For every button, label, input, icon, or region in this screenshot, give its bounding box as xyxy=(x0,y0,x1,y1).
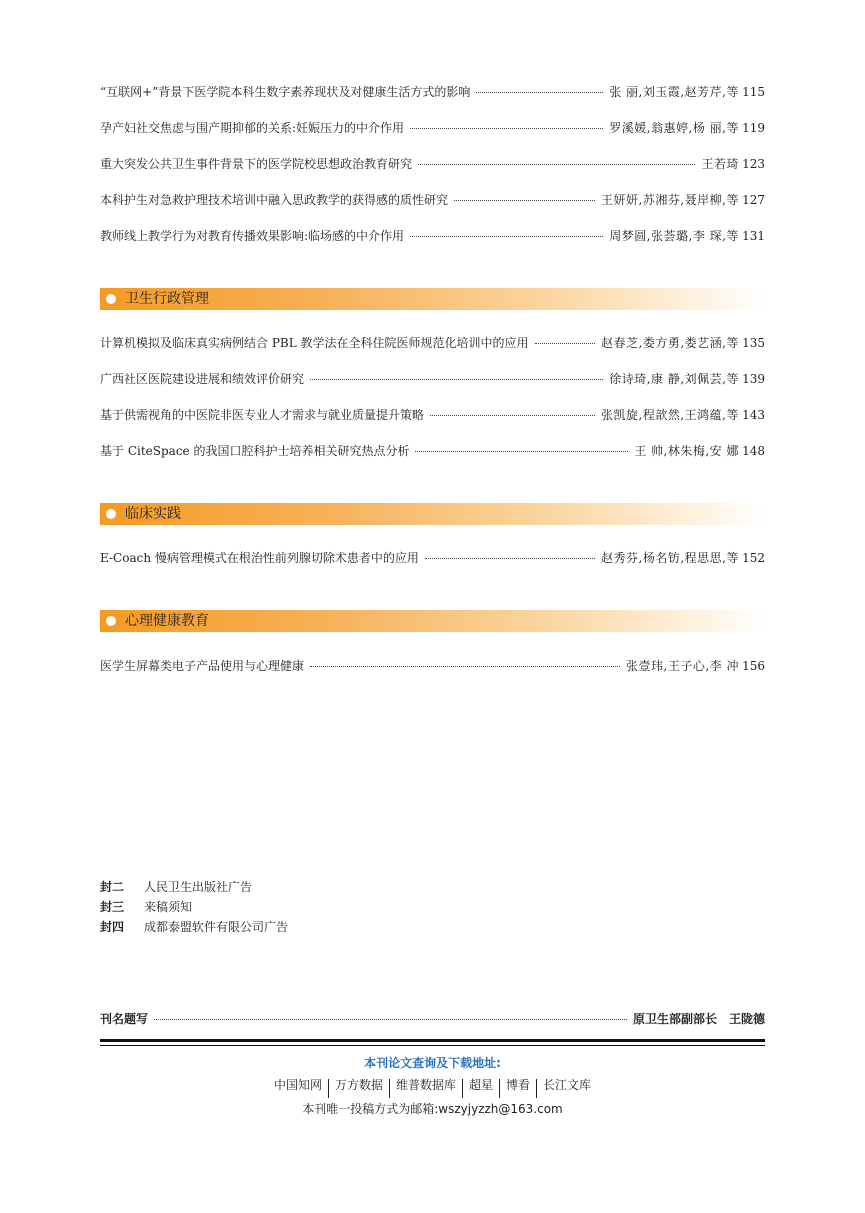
entry-title: “互联网+”背景下医学院本科生数字素养现状及对健康生活方式的影响 xyxy=(100,85,471,99)
database-list xyxy=(100,1074,765,1098)
masthead-credit-name: 原卫生部副部长 王陇德 xyxy=(632,1012,765,1026)
entry-title: 计算机模拟及临床真实病例结合 PBL 教学法在全科住院医师规范化培训中的应用 xyxy=(100,336,529,350)
dot-leader xyxy=(410,128,603,129)
entry-authors: 徐诗琦,康 静,刘佩芸,等 xyxy=(609,372,739,386)
masthead-credit xyxy=(100,1010,765,1027)
entry-title: E-Coach 慢病管理模式在根治性前列腺切除术患者中的应用 xyxy=(100,551,419,565)
entry-title: 广西社区医院建设进展和绩效评价研究 xyxy=(100,372,305,386)
database-link[interactable]: 万方数据 xyxy=(328,1079,389,1098)
entry-page: 148 xyxy=(742,444,765,458)
bullet-icon xyxy=(106,509,116,519)
entry-title: 基于供需视角的中医院非医专业人才需求与就业质量提升策略 xyxy=(100,408,425,422)
dot-leader xyxy=(454,200,595,201)
section-label: 临床实践 xyxy=(125,506,181,522)
dot-leader xyxy=(310,666,620,667)
dot-leader xyxy=(415,451,628,452)
entry-page: 135 xyxy=(742,336,765,350)
entry-title: 孕产妇社交焦虑与围产期抑郁的关系:妊娠压力的中介作用 xyxy=(100,121,405,135)
database-link[interactable]: 中国知网 xyxy=(273,1078,322,1092)
entry-title: 基于 CiteSpace 的我国口腔科护士培养相关研究热点分析 xyxy=(100,444,410,458)
dot-leader xyxy=(430,415,595,416)
toc-group-health-admin xyxy=(100,335,765,479)
entry-authors: 罗溪媛,翁惠婷,杨 丽,等 xyxy=(609,121,739,135)
toc-entry[interactable] xyxy=(100,192,765,228)
toc-entry[interactable] xyxy=(100,156,765,192)
entry-page: 115 xyxy=(742,85,765,99)
toc-entry[interactable] xyxy=(100,228,765,264)
entry-authors: 赵春芝,娄方勇,娄艺涵,等 xyxy=(601,336,739,350)
cover-key: 封三 xyxy=(100,900,125,914)
dot-leader xyxy=(410,236,603,237)
dot-leader xyxy=(535,343,596,344)
toc-entry[interactable] xyxy=(100,658,765,694)
toc-entry[interactable] xyxy=(100,550,765,586)
entry-page: 156 xyxy=(742,659,765,673)
entry-page: 143 xyxy=(742,408,765,422)
toc-group-top xyxy=(100,84,765,264)
cover-row xyxy=(100,897,288,917)
entry-title: 本科护生对急救护理技术培训中融入思政教学的获得感的质性研究 xyxy=(100,193,449,207)
submission-email[interactable]: 本刊唯一投稿方式为邮箱:wszyjyzzh@163.com xyxy=(302,1102,563,1116)
entry-authors: 赵秀芬,杨名钫,程思思,等 xyxy=(601,551,739,565)
entry-authors: 王 帅,林朱梅,安 娜 xyxy=(634,444,739,458)
section-label: 卫生行政管理 xyxy=(125,291,209,307)
bullet-icon xyxy=(106,294,116,304)
bullet-icon xyxy=(106,616,116,626)
dot-leader xyxy=(425,558,595,559)
entry-title: 重大突发公共卫生事件背景下的医学院校思想政治教育研究 xyxy=(100,157,413,171)
cover-value: 来稿须知 xyxy=(144,900,193,914)
entry-page: 131 xyxy=(742,229,765,243)
divider-thin xyxy=(100,1045,765,1046)
dot-leader xyxy=(418,164,695,165)
toc-entry[interactable] xyxy=(100,120,765,156)
cover-row xyxy=(100,877,288,897)
entry-authors: 王妍妍,苏湘芬,聂岸柳,等 xyxy=(601,193,739,207)
database-link[interactable]: 超星 xyxy=(462,1079,499,1098)
database-link[interactable]: 博看 xyxy=(499,1079,536,1098)
entry-page: 123 xyxy=(742,157,765,171)
dot-leader xyxy=(154,1019,627,1020)
entry-authors: 王若琦 xyxy=(701,157,739,171)
section-header-health-admin xyxy=(100,288,765,310)
entry-authors: 周梦圆,张荟璐,李 琛,等 xyxy=(609,229,739,243)
section-header-mental-health xyxy=(100,610,765,632)
database-link[interactable]: 维普数据库 xyxy=(389,1079,462,1098)
toc-group-clinical-practice xyxy=(100,550,765,586)
toc-entry[interactable] xyxy=(100,443,765,479)
entry-title: 医学生屏幕类电子产品使用与心理健康 xyxy=(100,659,305,673)
cover-ads-list xyxy=(100,877,288,937)
cover-key: 封四 xyxy=(100,920,125,934)
footer xyxy=(100,1052,765,1120)
toc-entry[interactable] xyxy=(100,371,765,407)
cover-value: 成都泰盟软件有限公司广告 xyxy=(144,920,289,934)
toc-group-mental-health xyxy=(100,658,765,694)
divider-thick xyxy=(100,1039,765,1042)
footer-heading: 本刊论文查询及下载地址: xyxy=(364,1056,501,1070)
entry-authors: 张壹玮,王子心,李 冲 xyxy=(626,659,739,673)
entry-page: 152 xyxy=(742,551,765,565)
toc-entry[interactable] xyxy=(100,407,765,443)
cover-value: 人民卫生出版社广告 xyxy=(144,880,253,894)
entry-page: 119 xyxy=(742,121,765,135)
dot-leader xyxy=(476,92,603,93)
entry-page: 139 xyxy=(742,372,765,386)
entry-page: 127 xyxy=(742,193,765,207)
entry-authors: 张凯旋,程歆然,王鸿蕴,等 xyxy=(601,408,739,422)
database-link[interactable]: 长江文库 xyxy=(536,1079,597,1098)
section-header-clinical-practice xyxy=(100,503,765,525)
masthead-label: 刊名题写 xyxy=(100,1012,149,1026)
toc-entry[interactable] xyxy=(100,335,765,371)
entry-authors: 张 丽,刘玉霞,赵芳芹,等 xyxy=(609,85,739,99)
dot-leader xyxy=(310,379,603,380)
cover-row xyxy=(100,917,288,937)
cover-key: 封二 xyxy=(100,880,125,894)
section-label: 心理健康教育 xyxy=(125,613,209,629)
entry-title: 教师线上教学行为对教育传播效果影响:临场感的中介作用 xyxy=(100,229,405,243)
toc-entry[interactable] xyxy=(100,84,765,120)
